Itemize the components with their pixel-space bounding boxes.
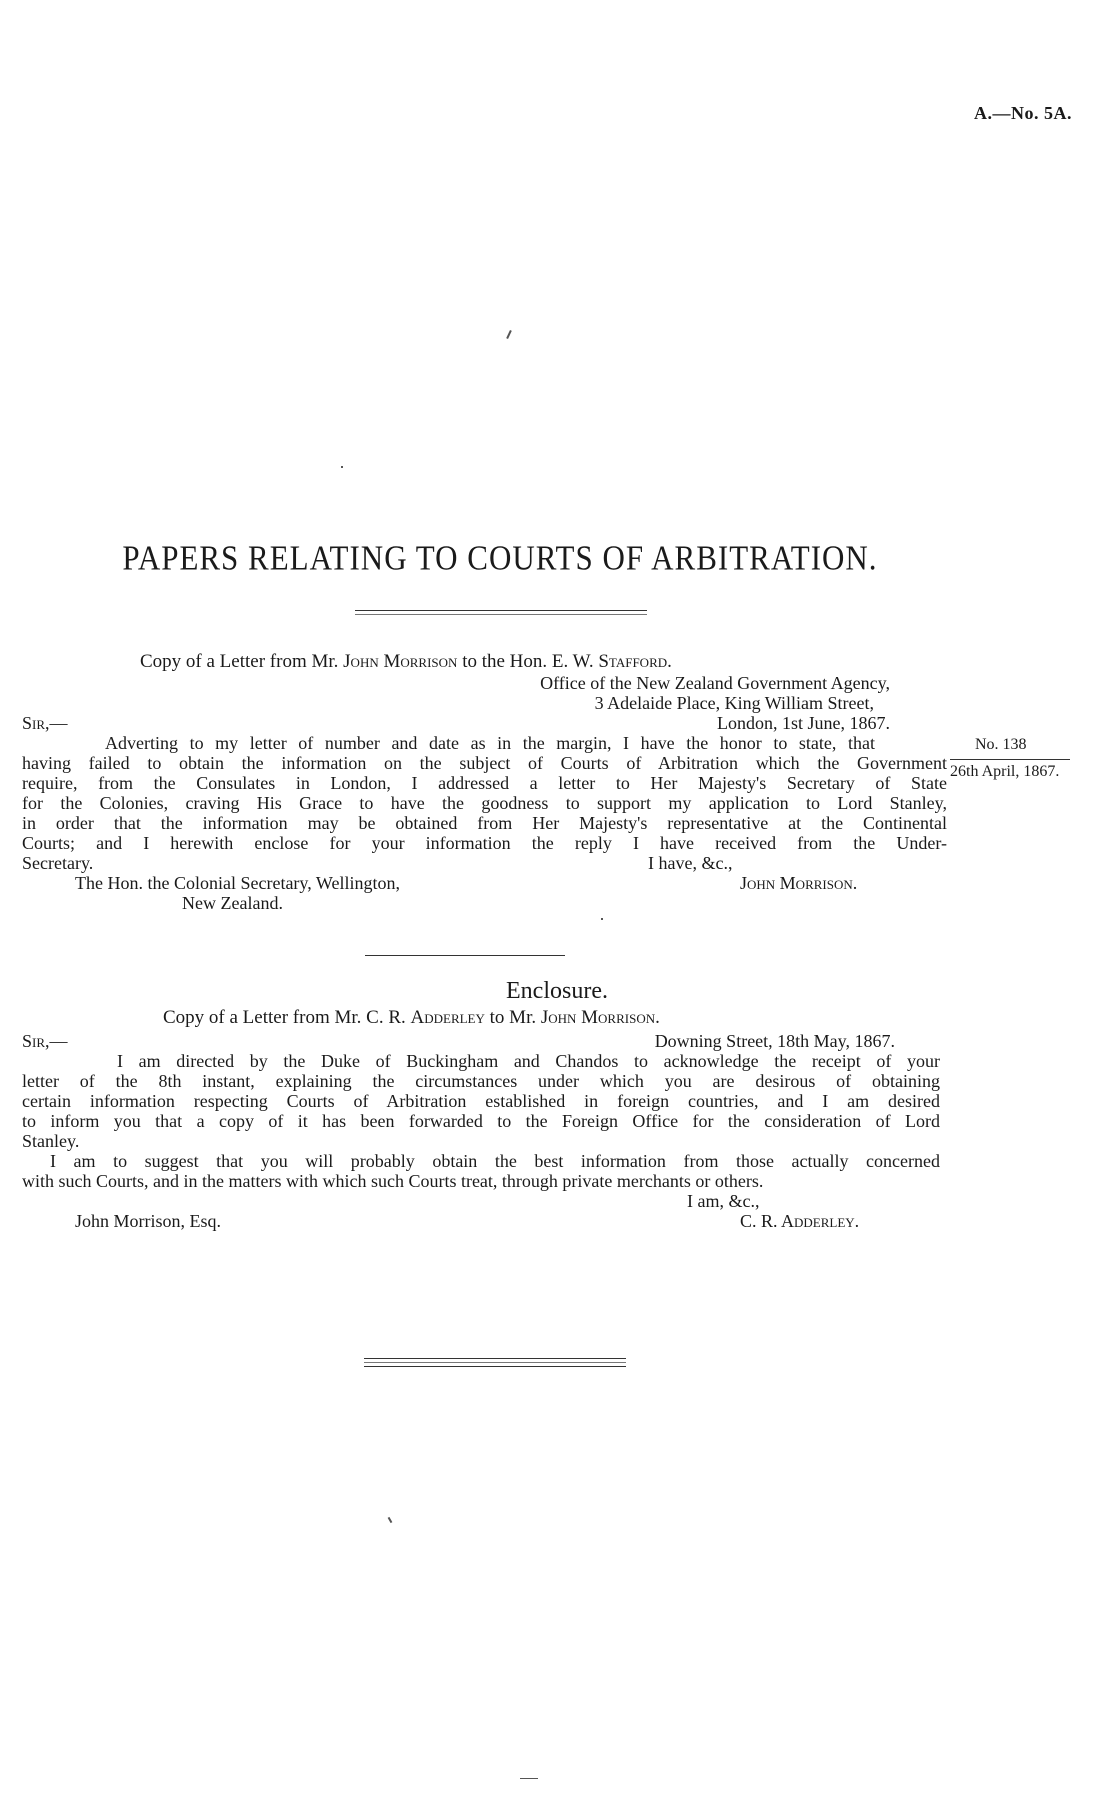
address-line: London, 1st June, 1867. — [717, 713, 890, 733]
enclosure-salutation: Sir,— — [22, 1031, 68, 1051]
print-speck — [388, 1517, 393, 1523]
recipient-line: The Hon. the Colonial Secretary, Wellington, — [75, 873, 400, 893]
enclosure-signature: C. R. Adderley. — [740, 1211, 860, 1231]
enclosure-line: I am directed by the Duke of Buckingham and Chandos to acknowledge the receipt of your — [117, 1051, 940, 1071]
body-line: Secretary. — [22, 853, 94, 873]
enclosure-line: with such Courts, and in the matters with which such Courts treat, through private merchants or others. — [22, 1171, 764, 1191]
divider-rule — [365, 955, 565, 956]
enclosure-line: letter of the 8th instant, explaining the circumstances under which you are desirous of obtaining — [22, 1071, 940, 1091]
divider-rule — [364, 1358, 626, 1359]
margin-note-number: No. 138 — [975, 736, 1027, 753]
body-line: require, from the Consulates in London, I addressed a letter to Her Majesty's Secretary of State — [22, 773, 947, 793]
body-line: Courts; and I herewith enclose for your information the reply I have received from the Under- — [22, 833, 947, 853]
subheading-to-name: John Morrison. — [540, 1007, 660, 1028]
body-line: having failed to obtain the information on the subject of Courts of Arbitration which the Government — [22, 753, 947, 773]
signature: John Morrison. — [740, 873, 858, 893]
document-reference: A.—No. 5A. — [974, 103, 1072, 123]
recipient-line: New Zealand. — [182, 893, 283, 913]
enclosure-line: to inform you that a copy of it has been forwarded to the Foreign Office for the consideration of Lord — [22, 1111, 940, 1131]
divider-rule — [364, 1362, 626, 1363]
heading-middle: to the Hon. E. W. — [462, 651, 594, 672]
print-speck — [506, 330, 512, 339]
address-line: 3 Adelaide Place, King William Street, — [594, 693, 874, 713]
print-speck — [341, 466, 343, 468]
heading-from-name: John Morrison — [343, 651, 458, 672]
enclosure-line: Stanley. — [22, 1131, 80, 1151]
enclosure-closing: I am, &c., — [687, 1191, 760, 1211]
enclosure-address: Downing Street, 18th May, 1867. — [654, 1031, 895, 1051]
page-title: PAPERS RELATING TO COURTS OF ARBITRATION. — [122, 538, 878, 578]
body-line: for the Colonies, craving His Grace to have the goodness to support my application to Lord Stanley, — [22, 793, 947, 813]
subheading-prefix: Copy of a Letter from Mr. C. R. — [163, 1007, 406, 1028]
body-line: Adverting to my letter of number and date as in the margin, I have the honor to state, that — [105, 733, 875, 753]
divider-rule — [355, 614, 647, 615]
address-line: Office of the New Zealand Government Agency, — [540, 673, 890, 693]
closing: I have, &c., — [648, 853, 733, 873]
divider-rule — [355, 610, 647, 611]
enclosure-subheading — [163, 1008, 660, 1028]
heading-to-name: Stafford. — [598, 651, 672, 672]
enclosure-line: I am to suggest that you will probably obtain the best information from those actually concerned — [50, 1151, 940, 1171]
body-line: in order that the information may be obtained from Her Majesty's representative at the Continental — [22, 813, 947, 833]
print-speck — [601, 918, 603, 920]
salutation: Sir,— — [22, 713, 68, 733]
enclosure-recipient: John Morrison, Esq. — [75, 1211, 222, 1231]
enclosure-line: certain information respecting Courts of Arbitration established in foreign countries, and I am desired — [22, 1091, 940, 1111]
margin-note-rule — [950, 759, 1070, 760]
heading-prefix: Copy of a Letter from Mr. — [140, 651, 339, 672]
letter-heading — [140, 652, 672, 672]
subheading-middle: to Mr. — [489, 1007, 537, 1028]
divider-rule — [364, 1366, 626, 1367]
margin-note-date: 26th April, 1867. — [950, 763, 1060, 780]
print-speck — [520, 1778, 538, 1779]
subheading-from-name: Adderley — [410, 1007, 485, 1028]
enclosure-heading: Enclosure. — [506, 978, 608, 1004]
